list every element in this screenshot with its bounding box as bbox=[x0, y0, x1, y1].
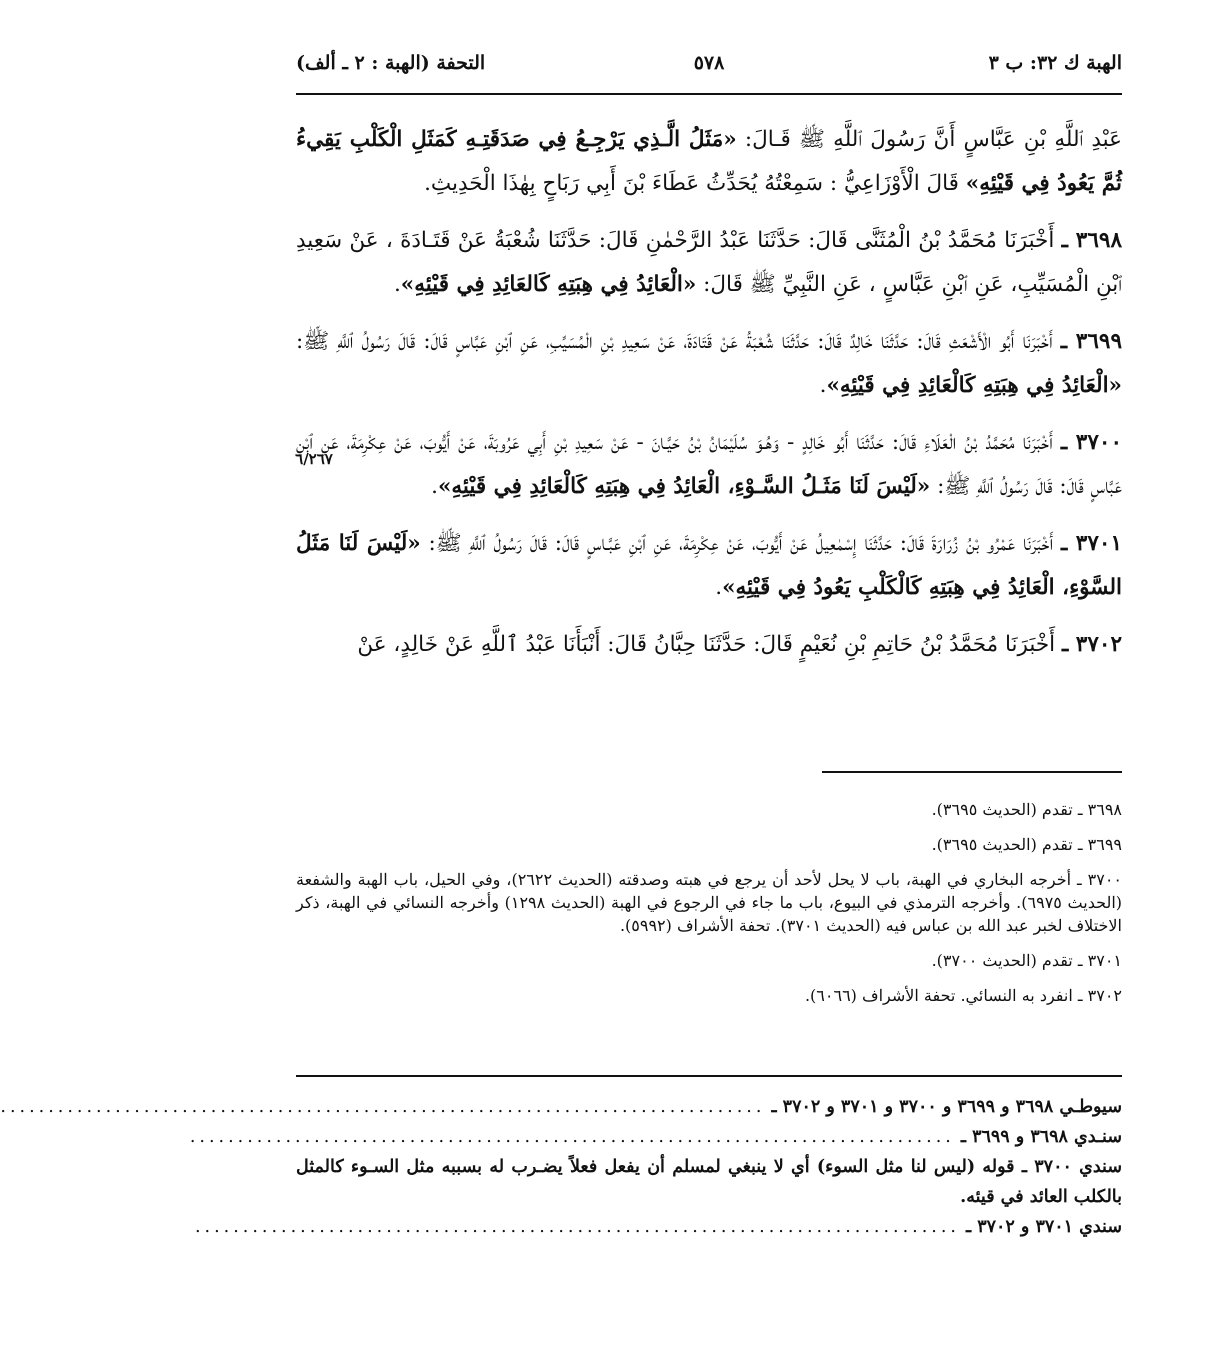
commentary-line bbox=[0, 1092, 1122, 1122]
narration-text: . bbox=[393, 271, 401, 297]
narration-text: . bbox=[715, 574, 723, 600]
footnote-rule bbox=[822, 771, 1122, 773]
hadith-quote: «الْعَائِدُ فِي هِبَتِهِ كَالعَائِدِ فِي قَيْئِهِ» bbox=[400, 271, 697, 297]
footnote: ٣٧٠١ ـ تقدم (الحديث ٣٧٠٠). bbox=[931, 951, 1122, 970]
hadith-paragraph bbox=[296, 219, 1122, 306]
hadith-quote: «لَيْسَ لَنَا مَثَلُ السَّوْءِ، الْعَائِدُ فِي هِبَتِهِ كَالْكَلْبِ يَعُودُ فِي قَيْئِهِ» bbox=[296, 531, 1122, 600]
hadith-number: ٣٦٩٨ ـ bbox=[1061, 228, 1122, 253]
narration-text: قَالَ الْأَوْزَاعِيُّ : سَمِعْتُهُ يُحَدِّثُ عَطَاءَ بْنَ أَبِي رَبَاحٍ بِهٰذَا الْحَدِيثِ. bbox=[424, 170, 966, 196]
narration-text: أَخْبَرَنَا عَمْرُو بْنُ زُرَارَةَ قَالَ: حَدَّثَنَا إِسْمٰعِيلُ عَنْ أَيُّوبَ، عَنْ عِكْرِمَةَ، عَنِ ٱبْنِ عَبَّـاسٍ قَالَ: قَالَ رَسُولُ ٱللَّهِ ﷺ: bbox=[420, 531, 1062, 556]
leader-dots: ................................................................................ bbox=[194, 1217, 960, 1237]
footnote: ٣٧٠٠ ـ أخرجه البخاري في الهبة، باب لا يحل لأحد أن يرجع في هبته وصدقته (الحديث ٢٦٢٢)، وفي الحيل، باب الهبة والشفعة (الحديث ٦٩٧٥). وأخرجه الترمذي في البيوع، باب ما جاء في الرجوع في الهبة (الحديث ١٢٩٨) وأخرجه النسائي في الهبة، ذكر الاختلاف لخبر عبد الله بن عباس فيه (الحديث ٣٧٠١). تحفة الأشراف (٥٩٩٢). bbox=[296, 870, 1123, 935]
page-number: ٥٧٨ bbox=[693, 52, 725, 74]
commentary-paragraph: سندي ٣٧٠٠ ـ قوله (ليس لنا مثل السوء) أي لا ينبغي لمسلم أن يفعل فعلاً يضـرب له بسببه مثل السـوء كالمثل بالكلب العائد في قيئه. bbox=[296, 1157, 1122, 1207]
commentary-text: سندي ٣٧٠١ و ٣٧٠٢ ـ bbox=[965, 1217, 1122, 1237]
narration-text: . bbox=[819, 372, 827, 398]
hadith-quote: «مَثَلُ الَّـذِي يَرْجِـعُ فِي صَدَقَتِـهِ كَمَثَلِ الْكَلْبِ يَقِيءُ ثُمَّ يَعُودُ فِي قَيْئِهِ» bbox=[296, 127, 1122, 196]
footnote: ٣٦٩٨ ـ تقدم (الحديث ٣٦٩٥). bbox=[931, 800, 1122, 819]
hadith-quote: «الْعَائِدُ فِي هِبَتِهِ كَالْعَائِدِ فِي قَيْئِهِ» bbox=[826, 372, 1122, 398]
footnote: ٣٦٩٩ ـ تقدم (الحديث ٣٦٩٥). bbox=[931, 835, 1122, 854]
header-chapter-ref: الهبة ك ٣٢: ب ٣ bbox=[988, 52, 1122, 74]
hadith-paragraph bbox=[296, 623, 1122, 667]
hadith-paragraph bbox=[296, 421, 1122, 508]
hadith-number: ٣٧٠١ ـ bbox=[1061, 531, 1122, 556]
narration-text: عَبْدِ ٱللَّهِ بْنِ عَبَّاسٍ أَنَّ رَسُولَ ٱللَّهِ ﷺ قَـالَ: bbox=[736, 127, 1123, 152]
leader-dots: ................................................................................ bbox=[189, 1127, 955, 1147]
running-header bbox=[296, 44, 1122, 74]
hadith-number: ٣٧٠٢ ـ bbox=[1062, 632, 1122, 657]
narration-text: أَخْبَرَنَا أَبُو الْأَشْعَثِ قَالَ: حَدَّثَنَا خَالِدٌ قَالَ: حَدَّثَنَا شُعْبَةُ عَنْ قَتَادَةَ، عَنْ سَعِيدِ بْنِ الْمُسَيِّبِ، عَنِ ٱبْنِ عَبَّاسٍ قَالَ: قَالَ رَسُولُ ٱللَّهِ ﷺ: bbox=[296, 329, 1061, 354]
narration-text: أَخْبَرَنَا مُحَمَّدُ بْنُ الْعَلَاءِ قَالَ: حَدَّثَنَا أَبُو خَالِدٍ - وَهُـوَ سُلَيْمَانُ بْنُ حَيَّـانَ - عَنْ سَعِيدِ بْنِ أَبِي عَرُوبَةَ، عَنْ أَيُّوبَ، عَنْ عِكْرِمَةَ، عَنِ ٱبْنِ عَبَّاسٍ قَالَ: قَالَ رَسُولُ ٱللَّهِ ﷺ: bbox=[296, 430, 1122, 499]
hadith-quote: «لَيْسَ لَنَا مَثَـلُ السَّـوْءِ، الْعَائِدُ فِي هِبَتِهِ كَالْعَائِدِ فِي قَيْئِهِ» bbox=[437, 473, 931, 499]
commentary-section bbox=[0, 1092, 1122, 1242]
hadith-paragraph bbox=[296, 522, 1122, 609]
hadith-text bbox=[296, 118, 1122, 681]
commentary-text: سيوطـي ٣٦٩٨ و ٣٦٩٩ و ٣٧٠٠ و ٣٧٠١ و ٣٧٠٢ ـ bbox=[771, 1097, 1122, 1117]
header-rule bbox=[296, 93, 1122, 95]
narration-text: أَخْبَرَنَا مُحَمَّدُ بْنُ حَاتِمِ بْنِ نُعَيْمٍ قَالَ: حَدَّثَنَا حِبَّانُ قَالَ: أَنْبَأَنَا عَبْدُ ٱللَّهِ عَنْ خَالِدٍ، عَنْ bbox=[357, 632, 1062, 657]
header-tuhfa-ref: التحفة (الهبة : ٢ ـ ألف) bbox=[296, 52, 486, 74]
commentary-line bbox=[194, 1212, 1122, 1242]
footnotes bbox=[296, 798, 1122, 1019]
margin-reference: ٦/٢٦٧ bbox=[295, 450, 333, 468]
hadith-paragraph bbox=[296, 118, 1122, 205]
leader-dots: ................................................................................ bbox=[0, 1097, 766, 1117]
commentary-line bbox=[189, 1122, 1122, 1152]
narration-text: . bbox=[431, 473, 438, 499]
hadith-number: ٣٦٩٩ ـ bbox=[1060, 329, 1122, 354]
commentary-text: سنـدي ٣٦٩٨ و ٣٦٩٩ ـ bbox=[960, 1127, 1122, 1147]
footnote: ٣٧٠٢ ـ انفرد به النسائي. تحفة الأشراف (٦٠٦٦). bbox=[804, 986, 1122, 1005]
hadith-paragraph bbox=[296, 320, 1122, 407]
narration-text: أَخْبَرَنَا مُحَمَّدُ بْنُ الْمُثَنَّى قَالَ: حَدَّثَنَا عَبْدُ الرَّحْمٰنِ قَالَ: حَدَّثَنَا شُعْبَةُ عَنْ قَتَـادَةَ ، عَنْ سَعِيدِ ٱبْنِ الْمُسَيِّبِ، عَنِ ٱبْنِ عَبَّاسٍ ، عَنِ النَّبِيِّ ﷺ قَالَ: bbox=[296, 228, 1122, 297]
commentary-rule bbox=[296, 1075, 1122, 1077]
hadith-number: ٣٧٠٠ ـ bbox=[1060, 430, 1122, 455]
